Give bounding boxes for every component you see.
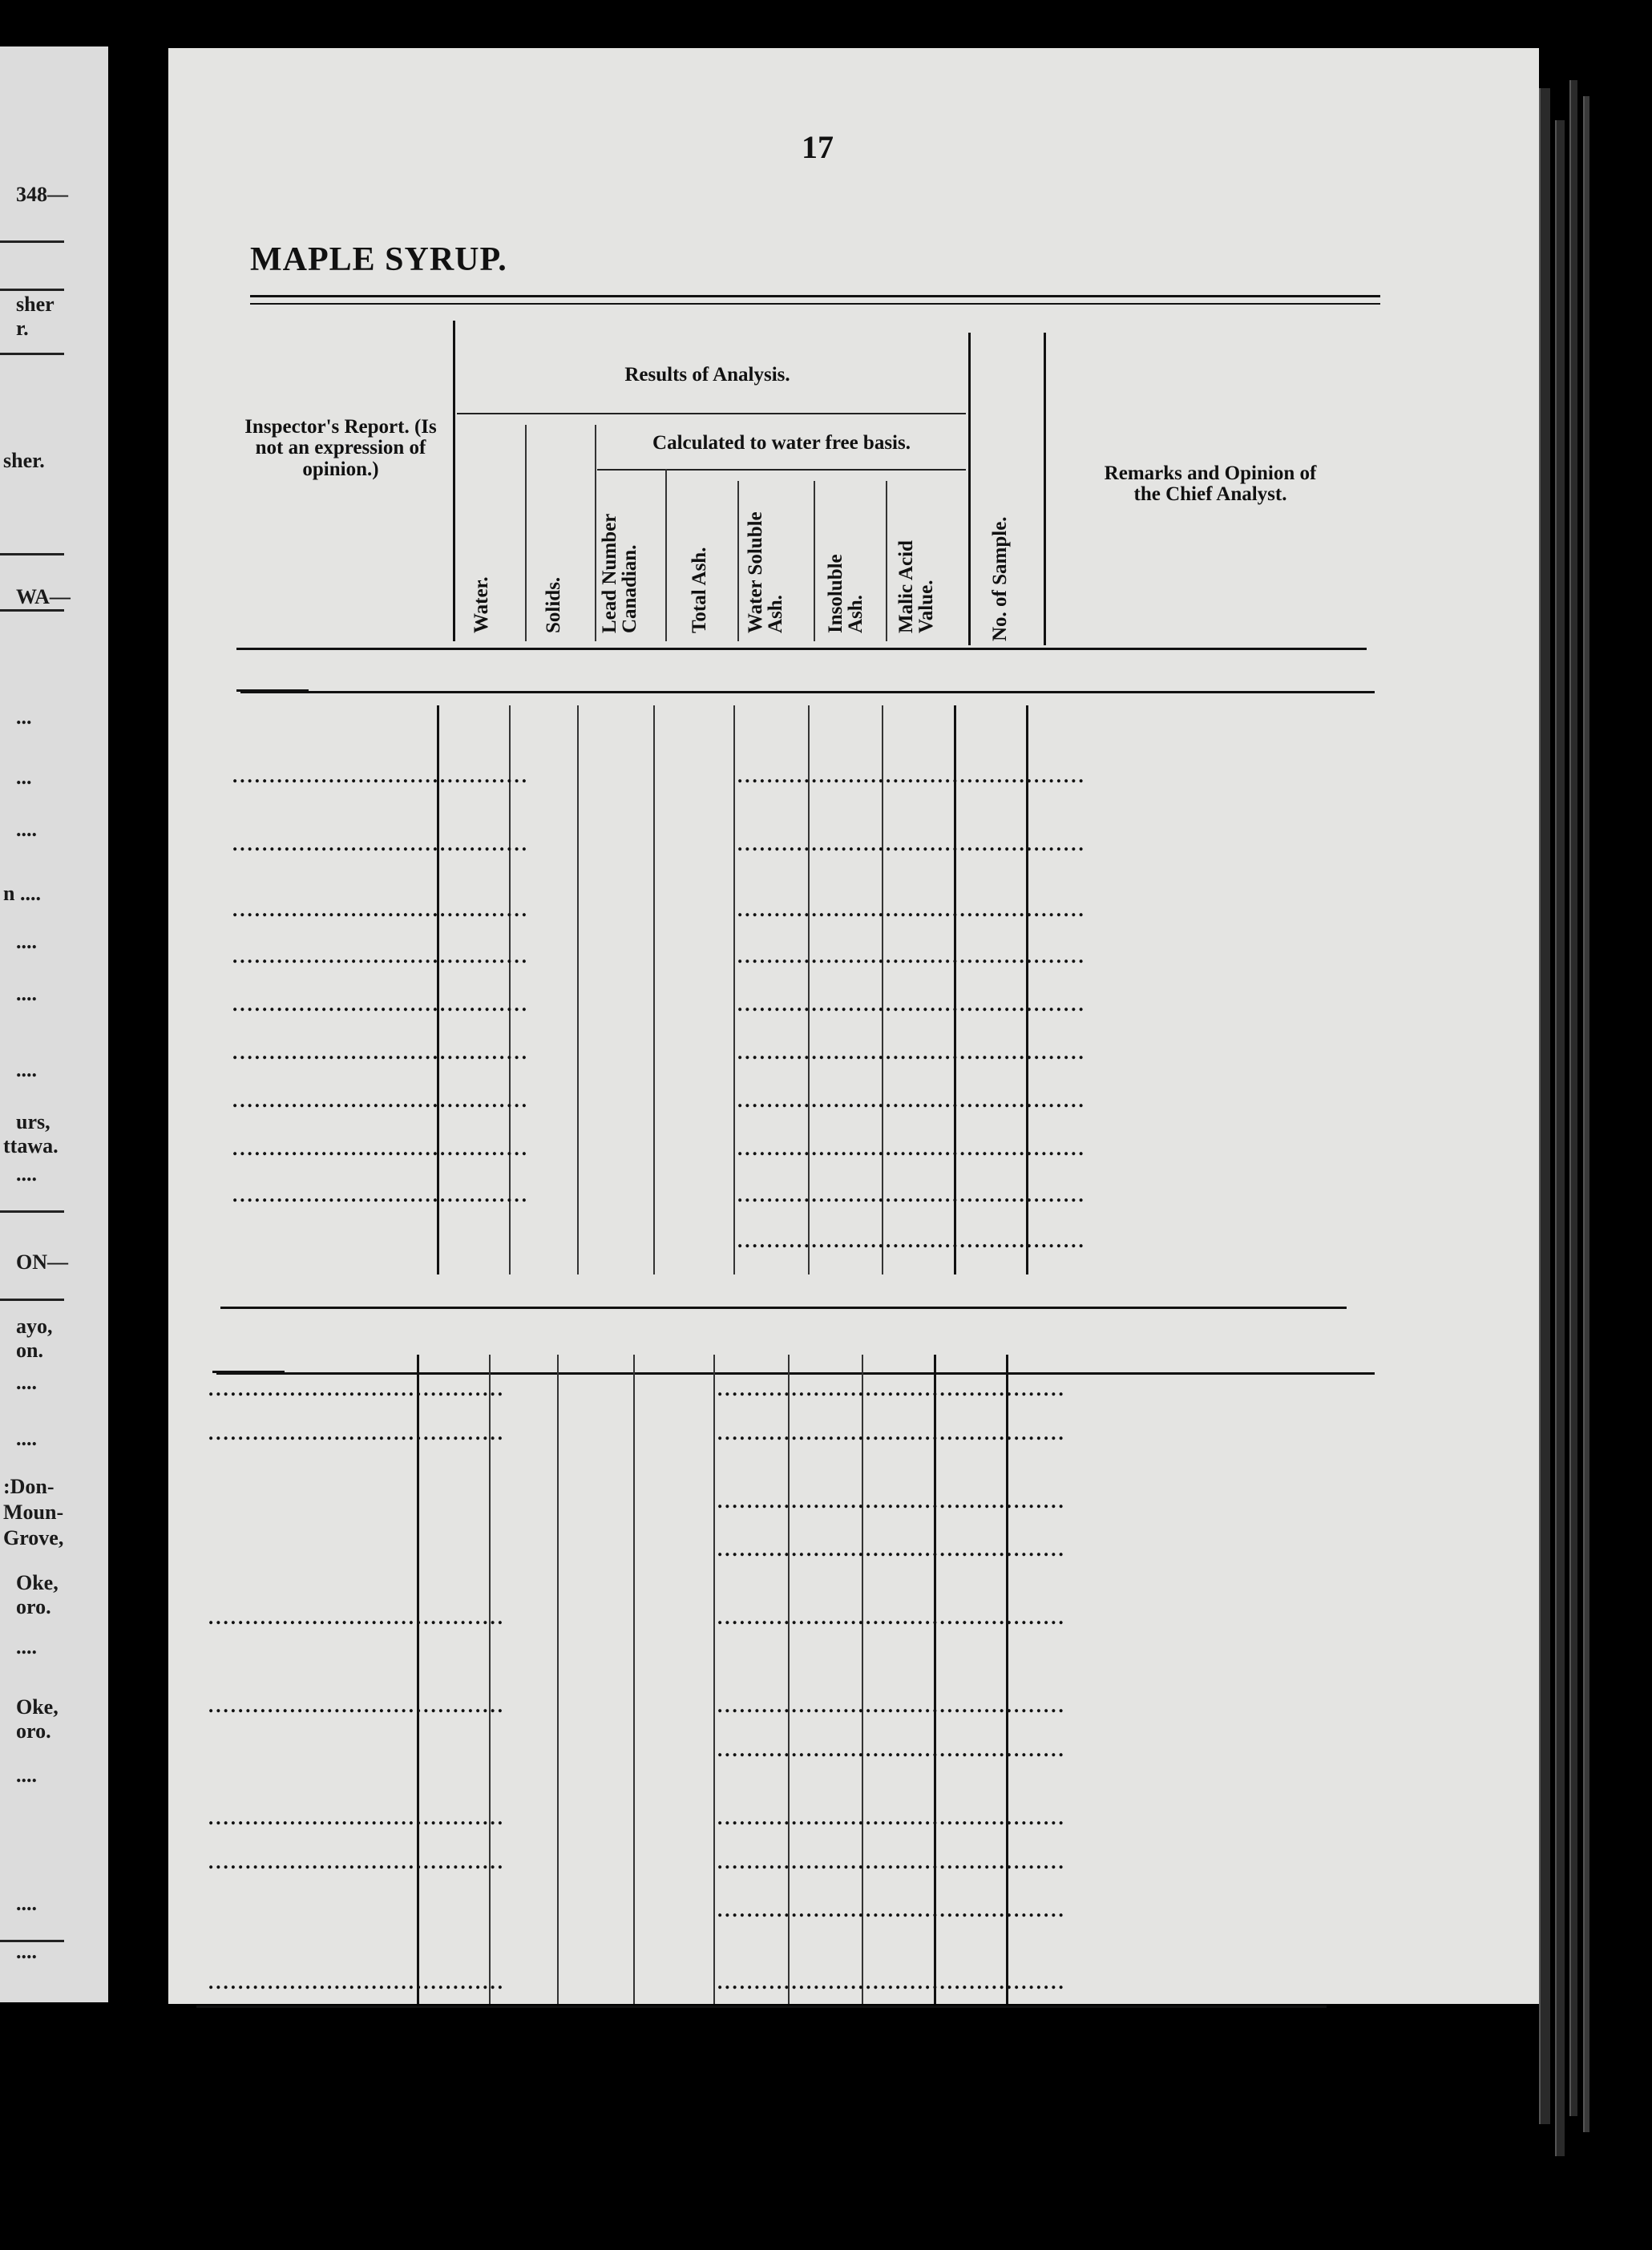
column-rule — [557, 1355, 559, 2004]
report-leader-dots: ........................................ — [208, 1607, 505, 1629]
empty-columns-dots: ............................................... — [737, 946, 1086, 967]
empty-columns-dots: ............................................... — [717, 1379, 1066, 1400]
section-rule — [240, 691, 1375, 693]
empty-columns-dots: ............................................... — [737, 1090, 1086, 1112]
empty-columns-dots: ............................................... — [737, 1230, 1086, 1252]
left-page-text: WA— — [16, 585, 71, 608]
left-page-text: 348— — [16, 183, 68, 206]
empty-columns-dots: ............................................... — [717, 1852, 1066, 1873]
section-rule — [216, 1372, 1375, 1375]
header-insoluble-ash: Insoluble Ash. — [825, 554, 866, 633]
empty-columns-dots: ............................................... — [717, 1539, 1066, 1561]
page-edge — [1539, 88, 1550, 2124]
empty-columns-dots: ............................................... — [737, 765, 1086, 787]
header-water-soluble-ash: Water Soluble Ash. — [745, 511, 786, 633]
empty-columns-dots: ............................................... — [737, 1185, 1086, 1206]
column-rule — [417, 1355, 419, 2004]
empty-columns-dots: ............................................... — [717, 1900, 1066, 1921]
report-leader-dots: ........................................ — [232, 1138, 529, 1160]
column-rule — [968, 333, 971, 645]
section-rule-short — [236, 689, 309, 692]
left-page-text: ... — [16, 705, 32, 729]
header-lead-number: Lead Number Canadian. — [599, 514, 640, 633]
left-page-text: sher. — [3, 449, 45, 472]
header-calculated-water-free: Calculated to water free basis. — [652, 432, 911, 454]
header-bottom-rule — [236, 648, 1367, 650]
left-page-rule — [0, 353, 64, 355]
left-page-rule — [0, 289, 64, 291]
left-page-text: ON— — [16, 1250, 68, 1274]
column-rule — [1044, 333, 1046, 645]
report-leader-dots: ........................................ — [232, 1185, 529, 1206]
report-leader-dots: ........................................ — [208, 1852, 505, 1873]
empty-columns-dots: ............................................... — [717, 1491, 1066, 1513]
header-total-ash: Total Ash. — [689, 547, 710, 633]
column-rule — [453, 321, 455, 641]
page-edge — [1555, 120, 1565, 2156]
header-inspector-report: Inspector's Report. (Is not an expression of opinion.) — [244, 416, 437, 480]
left-page-text: n .... — [3, 882, 41, 905]
left-page-rule — [0, 609, 64, 612]
left-page-text: .... — [16, 1763, 37, 1787]
empty-columns-dots: ............................................... — [737, 1138, 1086, 1160]
header-rule — [457, 413, 966, 414]
empty-columns-dots: ............................................... — [717, 1972, 1066, 1993]
page-number: 17 — [802, 129, 834, 165]
report-leader-dots: ........................................ — [232, 946, 529, 967]
top-rule — [250, 295, 1380, 297]
report-leader-dots: ........................................ — [232, 1042, 529, 1064]
left-page-text: .... — [16, 1427, 37, 1450]
left-page-text: .... — [16, 1892, 37, 1915]
left-page-text: ttawa. — [3, 1134, 59, 1157]
left-page-rule — [0, 1299, 64, 1301]
left-page-text: :Don- — [3, 1475, 55, 1498]
column-rule — [737, 481, 739, 641]
left-page-text: urs, — [16, 1110, 50, 1133]
left-page-text: oro. — [16, 1719, 51, 1743]
column-rule — [733, 705, 735, 1274]
empty-columns-dots: ............................................... — [737, 1042, 1086, 1064]
report-leader-dots: ........................................ — [232, 994, 529, 1016]
page-heading: MAPLE SYRUP. — [250, 241, 507, 278]
left-page-rule — [0, 240, 64, 243]
page-edge — [1583, 96, 1589, 2132]
left-page-text: .... — [16, 1058, 37, 1081]
left-page-text: on. — [16, 1339, 43, 1362]
column-rule — [577, 705, 579, 1274]
header-rule — [597, 469, 966, 471]
header-sample-number: No. of Sample. — [989, 516, 1011, 641]
left-page-text: .... — [16, 1635, 37, 1658]
empty-columns-dots: ............................................... — [737, 834, 1086, 855]
adjacent-page-fragment — [0, 46, 108, 2002]
column-rule — [489, 1355, 491, 2004]
left-page-text: ... — [16, 765, 32, 789]
empty-columns-dots: ............................................... — [717, 1695, 1066, 1717]
report-leader-dots: ........................................ — [208, 1972, 505, 1993]
left-page-text: Oke, — [16, 1695, 59, 1719]
header-results-of-analysis: Results of Analysis. — [624, 364, 790, 386]
left-page-text: .... — [16, 1162, 37, 1186]
report-leader-dots: ........................................ — [232, 765, 529, 787]
left-page-text: r. — [16, 317, 29, 340]
empty-columns-dots: ............................................... — [737, 994, 1086, 1016]
column-rule — [713, 1355, 715, 2004]
top-rule — [250, 303, 1380, 305]
report-leader-dots: ........................................ — [208, 1379, 505, 1400]
header-water: Water. — [471, 576, 492, 633]
report-leader-dots: ........................................ — [232, 899, 529, 921]
header-malic-acid-value: Malic Acid Value. — [895, 540, 937, 633]
left-page-text: sher — [16, 293, 55, 316]
empty-columns-dots: ............................................... — [717, 1739, 1066, 1761]
left-page-text: ayo, — [16, 1315, 53, 1338]
left-page-text: Moun- — [3, 1501, 64, 1524]
empty-columns-dots: ............................................... — [737, 899, 1086, 921]
empty-columns-dots: ............................................... — [717, 1808, 1066, 1829]
column-rule — [595, 425, 596, 641]
report-leader-dots: ........................................ — [232, 1090, 529, 1112]
report-leader-dots: ........................................ — [208, 1423, 505, 1444]
left-page-text: .... — [16, 982, 37, 1005]
report-leader-dots: ........................................ — [232, 834, 529, 855]
column-rule — [814, 481, 815, 641]
header-remarks: Remarks and Opinion of the Chief Analyst. — [1104, 463, 1317, 506]
left-page-text: .... — [16, 1371, 37, 1394]
empty-columns-dots: ............................................... — [717, 1607, 1066, 1629]
left-page-rule — [0, 1210, 64, 1213]
left-page-text: .... — [16, 818, 37, 841]
report-leader-dots: ........................................ — [208, 1695, 505, 1717]
column-rule — [653, 705, 655, 1274]
column-rule — [525, 425, 527, 641]
left-page-text: .... — [16, 1940, 37, 1963]
column-rule — [633, 1355, 635, 2004]
table-bottom-rule — [196, 2006, 1327, 2008]
left-page-rule — [0, 553, 64, 555]
page-edge — [1569, 80, 1577, 2116]
left-page-text: oro. — [16, 1595, 51, 1618]
column-rule — [665, 469, 667, 641]
header-solids: Solids. — [543, 576, 564, 633]
column-rule — [886, 481, 887, 641]
left-page-rule — [0, 1940, 64, 1942]
section-divider — [220, 1307, 1347, 1309]
left-page-text: Oke, — [16, 1571, 59, 1594]
empty-columns-dots: ............................................... — [717, 1423, 1066, 1444]
report-leader-dots: ........................................ — [208, 1808, 505, 1829]
section-rule-short — [212, 1371, 285, 1373]
left-page-text: .... — [16, 930, 37, 953]
left-page-text: Grove, — [3, 1526, 64, 1549]
